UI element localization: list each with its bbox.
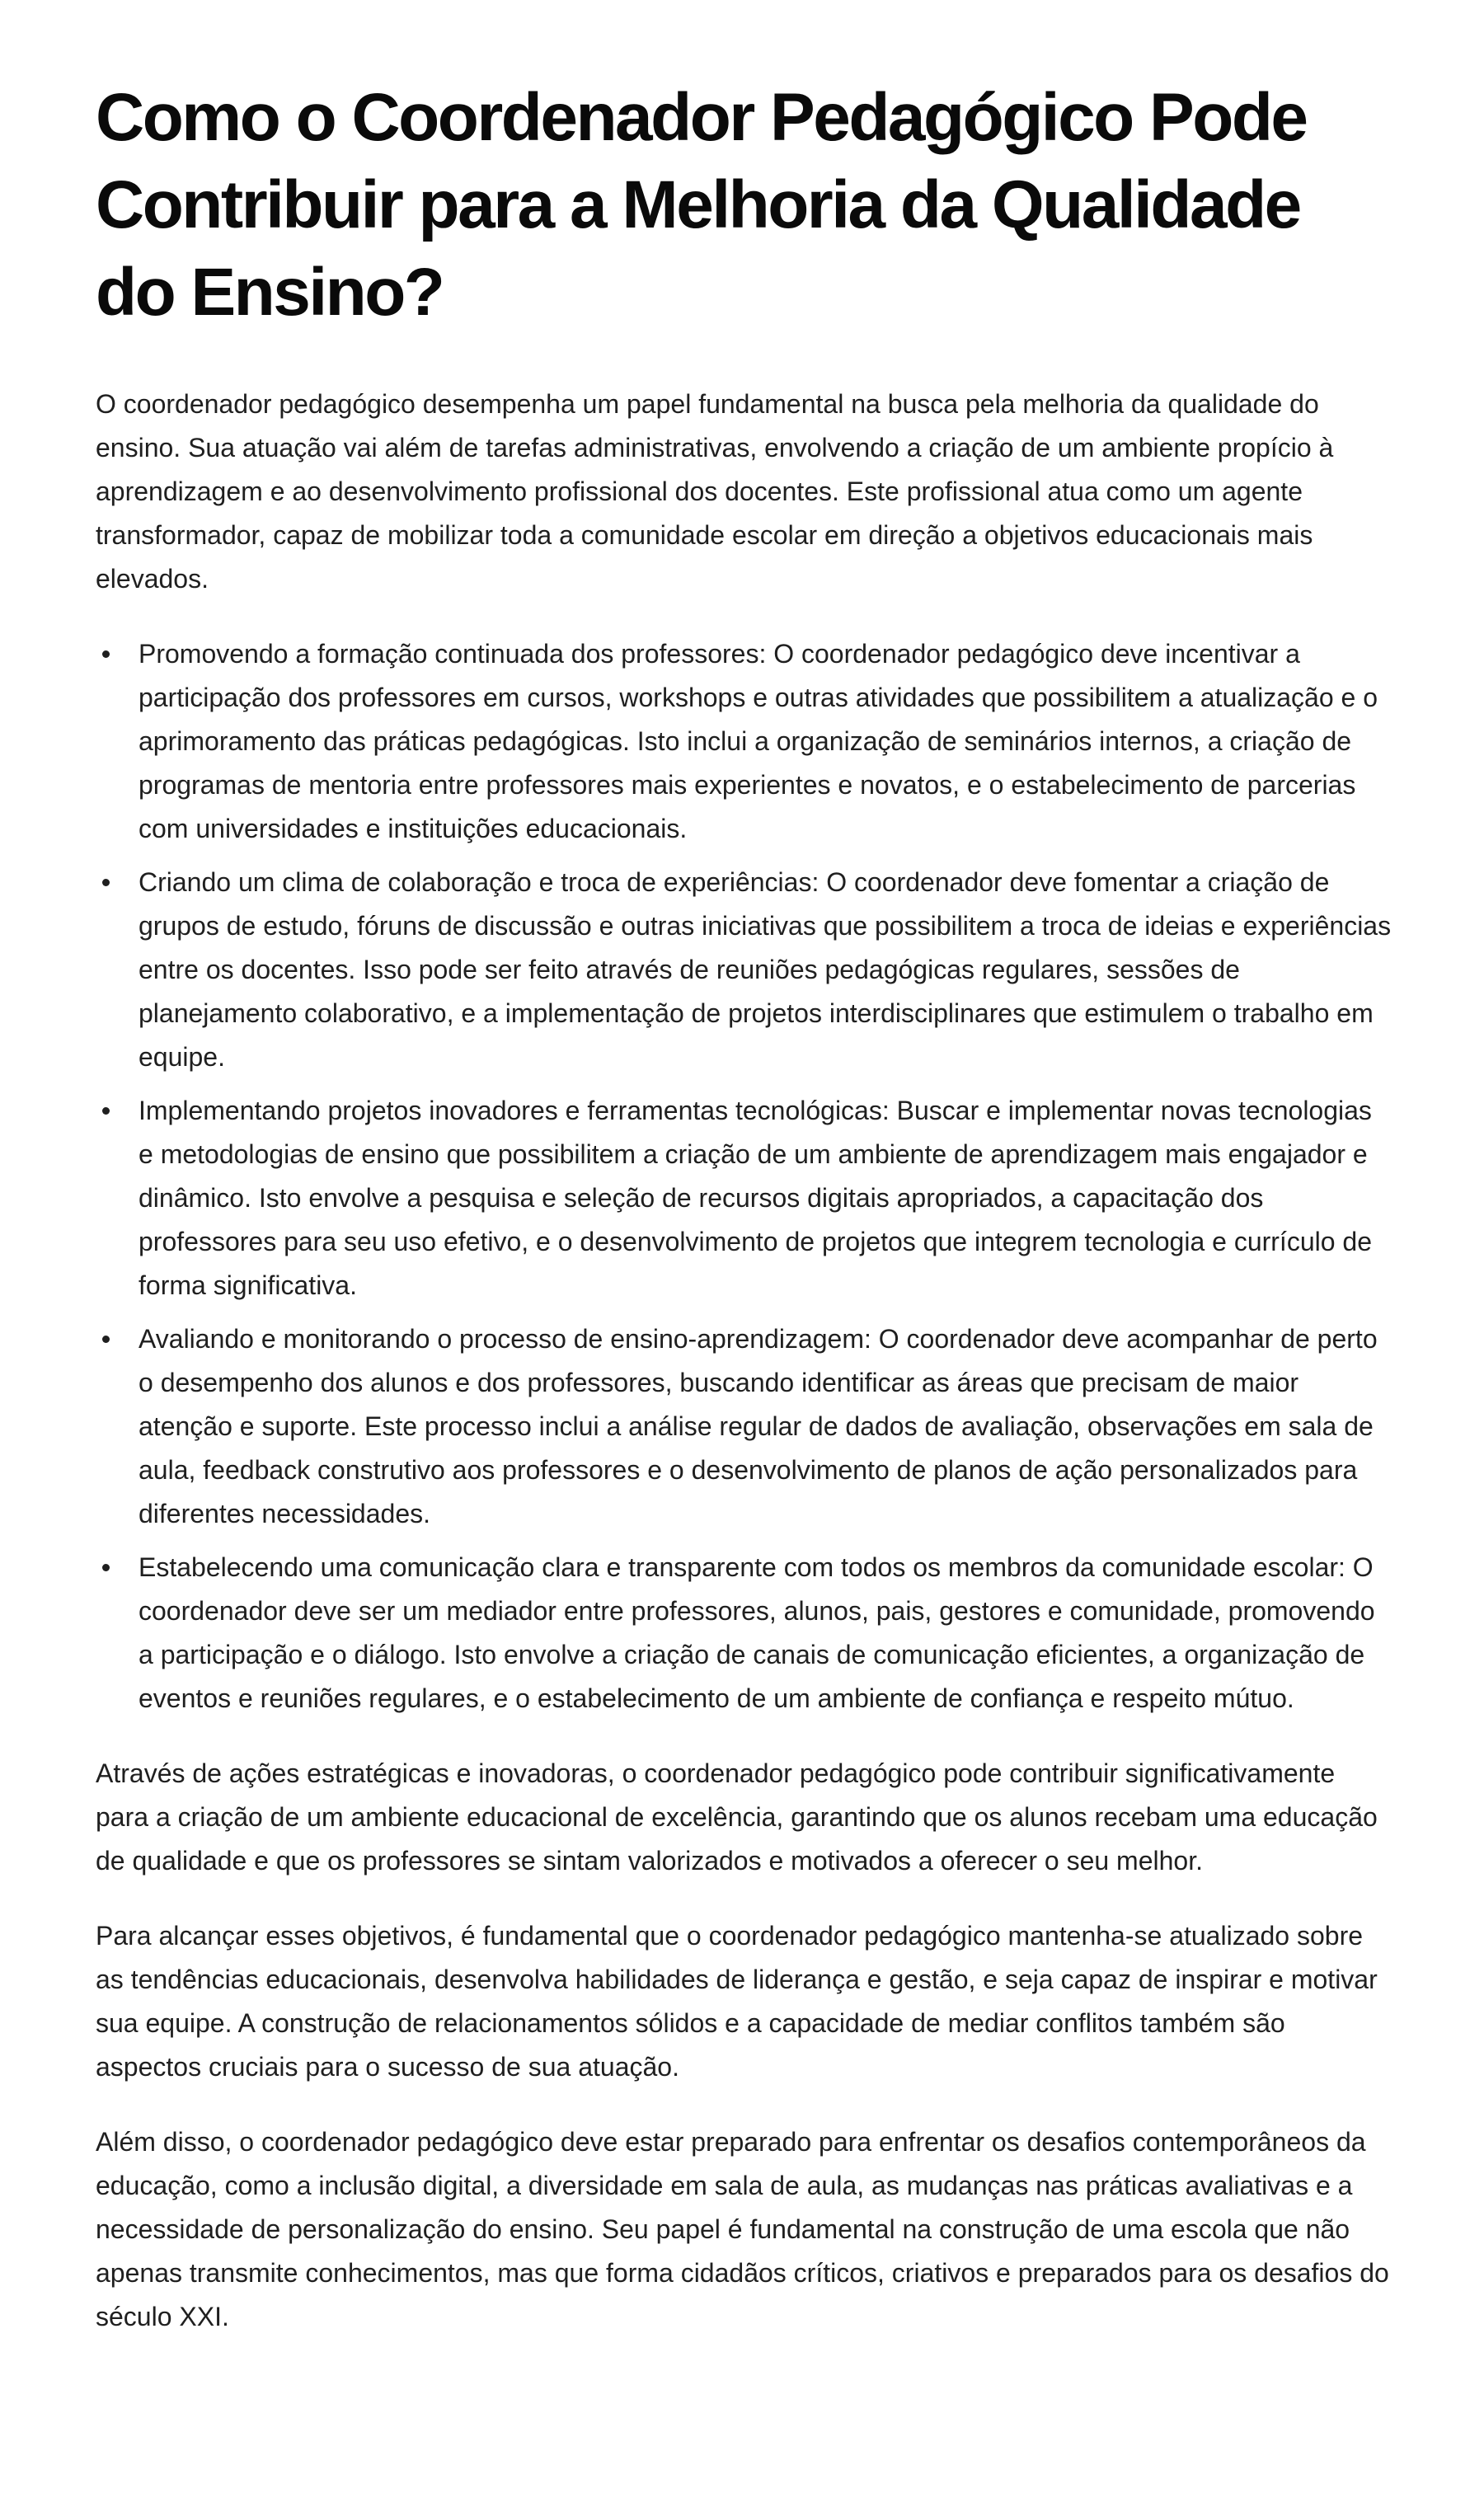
list-item	[96, 1546, 1392, 1721]
list-item-text: Estabelecendo uma comunicação clara e transparente com todos os membros da comunidade escolar: O coordenador deve ser um mediador entre professores, alunos, pais, gestores e comunidade, promovendo a participação e o diálogo. Isto envolve a criação de canais de comunicação eficientes, a organização de eventos e reuniões regulares, e o estabelecimento de um ambiente de confiança e respeito mútuo.	[139, 1552, 1375, 1713]
bullet-icon	[102, 1564, 110, 1571]
article-body	[96, 383, 1392, 2339]
list-item-text: Promovendo a formação continuada dos professores: O coordenador pedagógico deve incentivar a participação dos professores em cursos, workshops e outras atividades que possibilitem a atualização e o aprimoramento das práticas pedagógicas. Isto inclui a organização de seminários internos, a criação de programas de mentoria entre professores mais experientes e novatos, e o estabelecimento de parcerias com universidades e instituições educacionais.	[139, 639, 1378, 843]
bullet-list	[96, 632, 1392, 1721]
list-item	[96, 632, 1392, 851]
bullet-icon	[102, 1336, 110, 1343]
bullet-icon	[102, 1107, 110, 1115]
bullet-icon	[102, 650, 110, 658]
list-item-text: Criando um clima de colaboração e troca de experiências: O coordenador deve fomentar a criação de grupos de estudo, fóruns de discussão e outras iniciativas que possibilitem a troca de ideias e experiências entre os docentes. Isso pode ser feito através de reuniões pedagógicas regulares, sessões de planejamento colaborativo, e a implementação de projetos interdisciplinares que estimulem o trabalho em equipe.	[139, 867, 1392, 1072]
intro-paragraph: O coordenador pedagógico desempenha um papel fundamental na busca pela melhoria da qualidade do ensino. Sua atuação vai além de tarefas administrativas, envolvendo a criação de um ambiente propício à aprendizagem e ao desenvolvimento profissional dos docentes. Este profissional atua como um agente transformador, capaz de mobilizar toda a comunidade escolar em direção a objetivos educacionais mais elevados.	[96, 389, 1334, 594]
page-title: Como o Coordenador Pedagógico Pode Contribuir para a Melhoria da Qualidade do Ensino?	[96, 80, 1307, 330]
list-item	[96, 1317, 1392, 1536]
list-item-text: Avaliando e monitorando o processo de ensino-aprendizagem: O coordenador deve acompanhar de perto o desempenho dos alunos e dos professores, buscando identificar as áreas que precisam de maior atenção e suporte. Este processo inclui a análise regular de dados de avaliação, observações em sala de aula, feedback construtivo aos professores e o desenvolvimento de planos de ação personalizados para diferentes necessidades.	[139, 1324, 1378, 1528]
closing-paragraph: Para alcançar esses objetivos, é fundamental que o coordenador pedagógico mantenha-se atualizado sobre as tendências educacionais, desenvolva habilidades de liderança e gestão, e seja capaz de inspirar e motivar sua equipe. A construção de relacionamentos sólidos e a capacidade de mediar conflitos também são aspectos cruciais para o sucesso de sua atuação.	[96, 1921, 1378, 2082]
closing-paragraph: Além disso, o coordenador pedagógico deve estar preparado para enfrentar os desafios contemporâneos da educação, como a inclusão digital, a diversidade em sala de aula, as mudanças nas práticas avaliativas e a necessidade de personalização do ensino. Seu papel é fundamental na construção de uma escola que não apenas transmite conhecimentos, mas que forma cidadãos críticos, criativos e preparados para os desafios do século XXI.	[96, 2127, 1389, 2331]
list-item	[96, 861, 1392, 1079]
list-item	[96, 1089, 1392, 1308]
closing-paragraph: Através de ações estratégicas e inovadoras, o coordenador pedagógico pode contribuir significativamente para a criação de um ambiente educacional de excelência, garantindo que os alunos recebam uma educação de qualidade e que os professores se sintam valorizados e motivados a oferecer o seu melhor.	[96, 1758, 1378, 1876]
list-item-text: Implementando projetos inovadores e ferramentas tecnológicas: Buscar e implementar novas tecnologias e metodologias de ensino que possibilitem a criação de um ambiente de aprendizagem mais engajador e dinâmico. Isto envolve a pesquisa e seleção de recursos digitais apropriados, a capacitação dos professores para seu uso efetivo, e o desenvolvimento de projetos que integrem tecnologia e currículo de forma significativa.	[139, 1096, 1372, 1300]
bullet-icon	[102, 879, 110, 886]
